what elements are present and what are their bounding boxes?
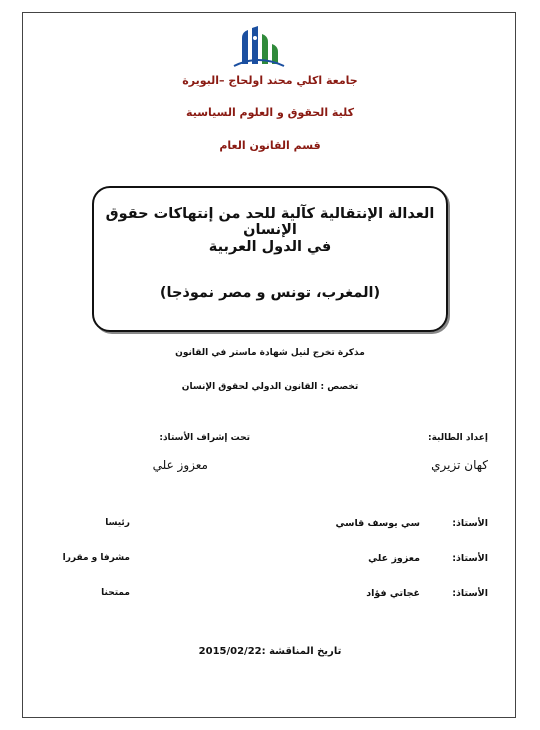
thesis-title-box — [92, 186, 448, 332]
department-name: قسم القانون العام — [219, 139, 321, 152]
thesis-title-line1: العدالة الإنتقالية كآلية للحد من إنتهاكات حقوق الإنسان — [105, 206, 435, 238]
thesis-title-line2: في الدول العربية — [208, 239, 332, 255]
jury-name-3: غجاتي فؤاد — [366, 588, 420, 599]
specialty-line: تخصص : القانون الدولي لحقوق الإنسان — [181, 382, 359, 392]
jury-name-1: سي يوسف قاسي — [335, 518, 420, 529]
jury-label-1: الأستاذ: — [452, 518, 488, 529]
jury-role-2: مشرفا و مقررا — [62, 553, 130, 563]
thesis-title-line3: (المغرب، تونس و مصر نموذجا) — [159, 285, 381, 301]
defense-date: تاريخ المناقشة :2015/02/22 — [198, 646, 342, 657]
university-logo — [228, 24, 288, 68]
jury-role-1: رئيسا — [105, 518, 130, 528]
faculty-name: كلية الحقوق و العلوم السياسية — [186, 106, 354, 119]
jury-label-2: الأستاذ: — [452, 553, 488, 564]
university-name: جامعة اكلي محند اولحاج –البويرة — [182, 74, 358, 87]
degree-line: مذكرة تخرج لنيل شهادة ماستر في القانون — [175, 348, 365, 358]
jury-name-2: معزوز علي — [368, 553, 420, 564]
student-label: إعداد الطالبة: — [428, 433, 488, 443]
supervisor-label: تحت إشراف الأستاذ: — [159, 433, 250, 443]
supervisor-name: معزوز علي — [152, 458, 208, 472]
student-name: كهان تزيري — [431, 458, 488, 472]
jury-label-3: الأستاذ: — [452, 588, 488, 599]
jury-role-3: ممتحنا — [101, 588, 130, 598]
